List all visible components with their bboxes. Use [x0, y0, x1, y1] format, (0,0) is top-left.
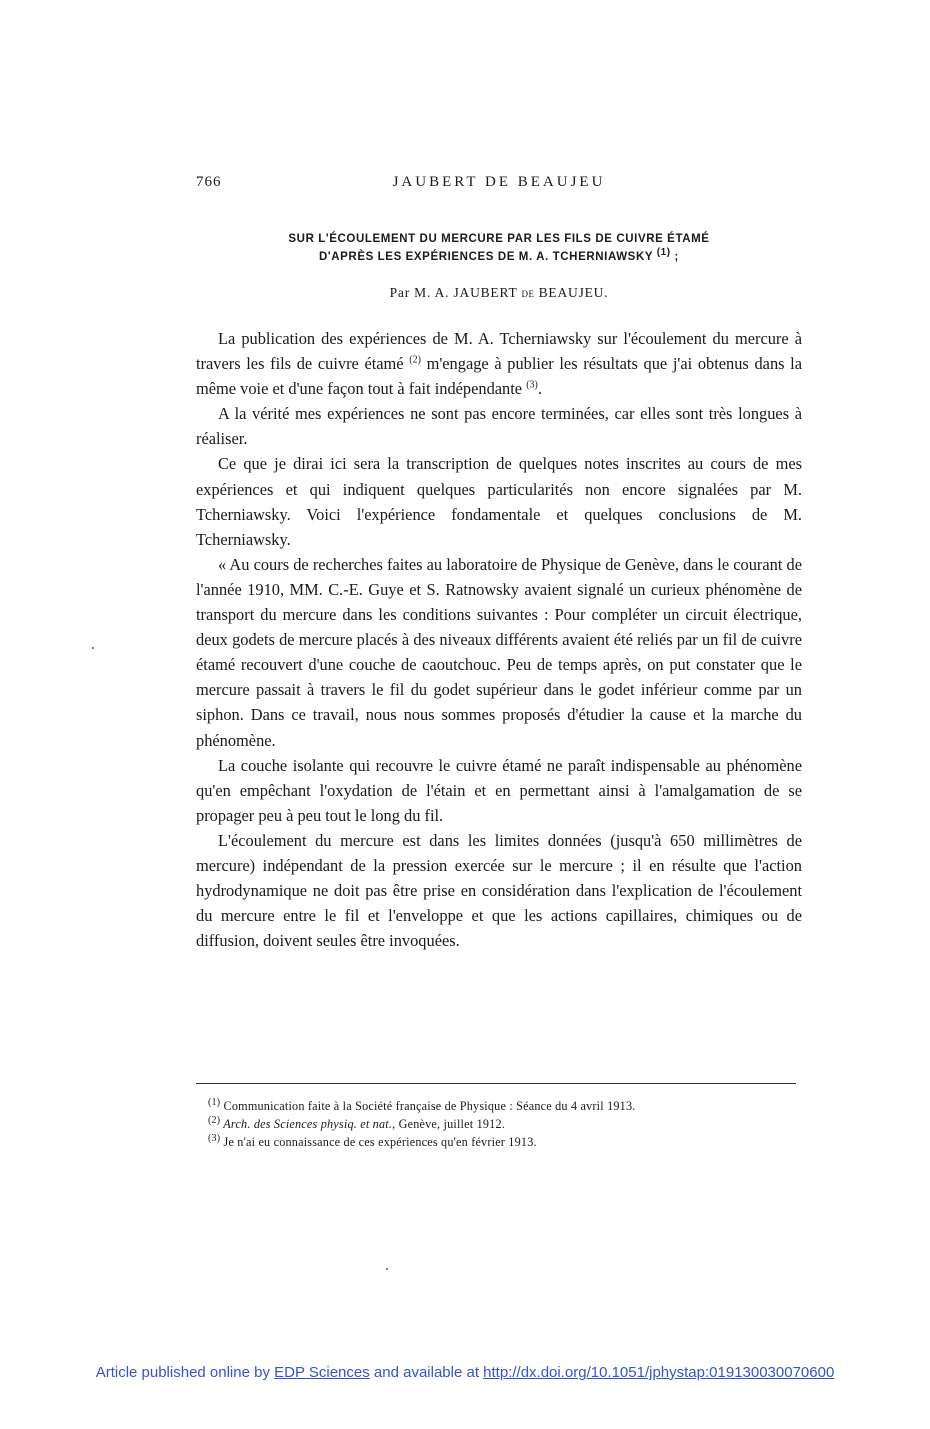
paragraph-3: Ce que je dirai ici sera la transcription de quelques notes inscrites au cours de mes expériences et qui indiquent quelques particularités non encore signalées par M. Tcherniawsky. Voici l'expérience fondamentale et quelques conclusions de M. Tcherniawsky.	[196, 454, 802, 549]
paragraph-6: L'écoulement du mercure est dans les limites données (jusqu'à 650 millimètres de mercure) indépendant de la pression exercée sur le mercure ; il en résulte que l'action hydrodynamique ne doit pas être prise en considération dans l'explication de l'écoulement du mercure entre le fil et l'enveloppe et que les actions capillaires, chimiques ou de diffusion, doivent seules être invoquées.	[196, 830, 802, 951]
author-surname: BEAUJEU.	[534, 285, 609, 300]
author-prefix: Par M. A. JAUBERT	[389, 285, 522, 300]
paragraph-1	[196, 326, 802, 401]
footnote-ref-3: (3)	[526, 379, 538, 391]
paragraph-4: « Au cours de recherches faites au laboratoire de Physique de Genève, dans le courant de l'année 1910, MM. C.-E. Guye et S. Ratnowsky avaient signalé un curieux phénomène de transport du mercure dans les conditions suivantes : Pour compléter un circuit électrique, deux godets de mercure placés à des niveaux différents avaient été reliés par un fil de cuivre étamé recouvert d'une couche de caoutchouc. Peu de temps après, on put constater que le mercure passait à travers le fil du godet supérieur dans le godet inférieur comme par un siphon. Dans ce travail, nous nous sommes proposés d'étudier la cause et la marche du phénomène.	[196, 554, 802, 750]
article-title	[196, 230, 802, 266]
title-line-1: SUR L'ÉCOULEMENT DU MERCURE PAR LES FILS DE CUIVRE ÉTAMÉ	[288, 233, 710, 245]
author-line	[196, 285, 802, 301]
author-particle: DE	[521, 289, 535, 299]
footnote-1-text: Communication faite à la Société française de Physique : Séance du 4 avril 1913.	[220, 1099, 636, 1113]
page-number: 766	[196, 174, 222, 190]
footnote-divider	[196, 1083, 796, 1084]
paragraph-5: La couche isolante qui recouvre le cuivre étamé ne paraît indispensable au phénomène qu'en empêchant l'oxydation de l'étain et en permettant ainsi à l'amalgamation de se propager peu à peu tout le long du fil.	[196, 755, 802, 825]
publisher-banner	[0, 1364, 930, 1381]
paragraph-2: A la vérité mes expériences ne sont pas encore terminées, car elles sont très longues à réaliser.	[196, 404, 802, 449]
body-text	[196, 326, 802, 953]
footnote-1	[196, 1097, 802, 1115]
footnote-2-marker: (2)	[208, 1114, 221, 1126]
banner-text-a: Article published online by	[95, 1364, 275, 1381]
margin-speck	[92, 647, 94, 649]
title-line-2	[196, 248, 802, 266]
doi-link[interactable]: http://dx.doi.org/10.1051/jphystap:019130030070600	[483, 1364, 835, 1381]
paragraph-1-part-a: La publication des expériences de M. A. Tcherniawsky sur l'écoulement du mercure à travers les fils de cuivre étamé	[196, 329, 802, 374]
running-head	[196, 174, 802, 196]
paragraph-1-part-c: .	[537, 379, 542, 399]
footnote-1-marker: (1)	[208, 1096, 221, 1108]
footnote-ref-2: (2)	[409, 354, 421, 366]
footnote-2-text: , Genève, juillet 1912.	[392, 1117, 506, 1131]
margin-speck	[386, 1268, 388, 1270]
footnote-3-marker: (3)	[208, 1132, 221, 1144]
edp-sciences-link[interactable]: EDP Sciences	[274, 1364, 370, 1381]
banner-text-b: and available at	[369, 1364, 484, 1381]
footnote-2	[196, 1115, 802, 1133]
title-line-2-end: ;	[670, 251, 679, 263]
footnote-3-text: Je n'ai eu connaissance de ces expériences qu'en février 1913.	[220, 1135, 537, 1149]
title-footnote-ref: (1)	[656, 247, 671, 259]
footnote-2-journal: Arch. des Sciences physiq. et nat.	[220, 1117, 393, 1131]
title-line-2-text: D'APRÈS LES EXPÉRIENCES DE M. A. TCHERNIAWSKY	[319, 251, 653, 263]
footnotes	[196, 1097, 802, 1151]
footnote-3	[196, 1133, 802, 1151]
running-title: JAUBERT DE BEAUJEU	[392, 174, 606, 190]
paragraph-1-part-b: m'engage à publier les résultats que j'ai obtenus dans la même voie et d'une façon tout à fait indépendante	[196, 354, 803, 399]
